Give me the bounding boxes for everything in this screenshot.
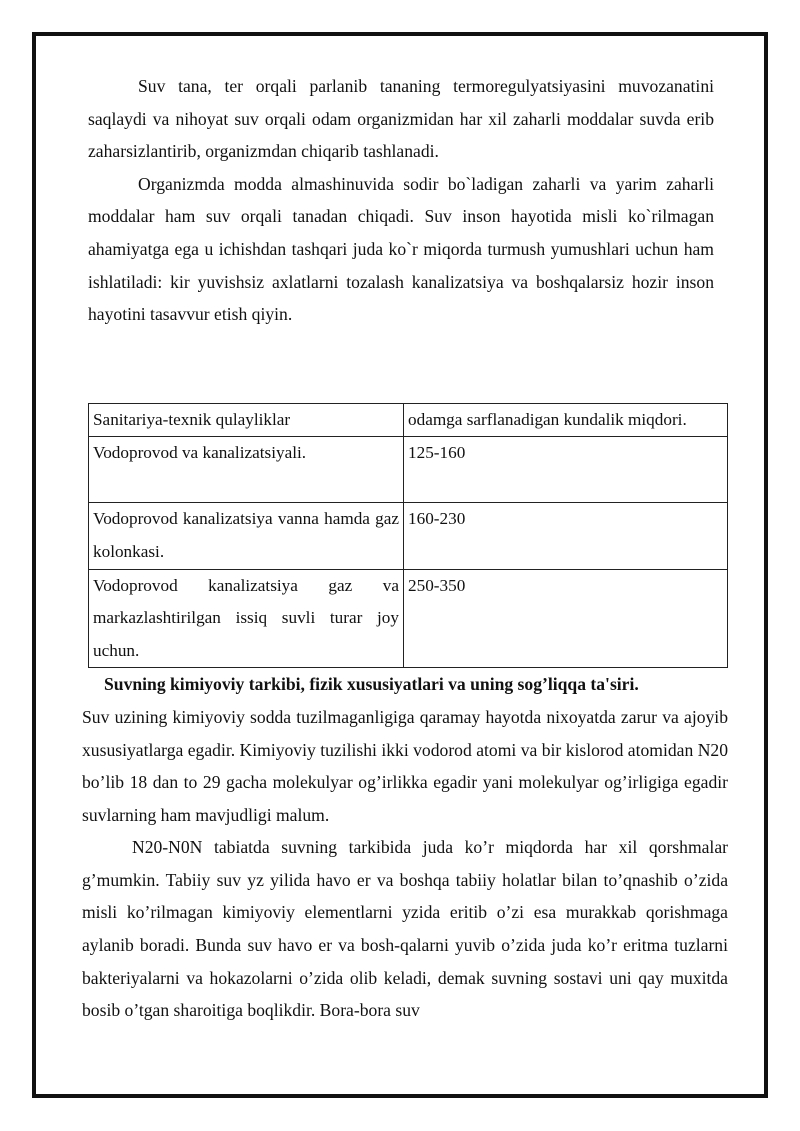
table-cell: 250-350 bbox=[404, 569, 728, 668]
table-cell: Vodoprovod kanalizatsiya vanna hamda gaz kolonkasi. bbox=[89, 503, 404, 569]
table-header-cell: odamga sarflanadigan kundalik miqdori. bbox=[404, 403, 728, 437]
spacer bbox=[88, 331, 714, 403]
table-header-row bbox=[89, 403, 728, 437]
table-row bbox=[89, 437, 728, 503]
table-row bbox=[89, 569, 728, 668]
table-cell: Vodoprovod va kanalizatsiyali. bbox=[89, 437, 404, 503]
paragraph: Organizmda modda almashinuvida sodir bo`ladigan zaharli va yarim zaharli moddalar ham suv orqali tanadan chiqadi. Suv inson hayotida misli ko`rilmagan ahamiyatga ega u ichishdan tashqari juda ko`r miqorda turmush yumushlari uchun ham ishlatiladi: kir yuvishsiz axlatlarni tozalash kanalizatsiya va boshqalarsiz hozir inson hayotini tasavvur etish qiyin. bbox=[88, 173, 714, 325]
paragraph: Suv uzining kimiyoviy sodda tuzilmaganligiga qaramay hayotda nixoyatda zarur va ajoyib xususiyatlarga egadir. Kimiyoviy tuzilishi ikki vodorod atomi va bir kislorod atomidan N20 bo’lib 18 dan to 29 gacha molekulyar og’irlikka egadir yani molekulyar og’irligiga egadir suvlarning ham mavjudligi malum. bbox=[82, 706, 728, 825]
table-cell: Vodoprovod kanalizatsiya gaz va markazlashtirilgan issiq suvli turar joy uchun. bbox=[89, 569, 404, 668]
water-consumption-table bbox=[88, 403, 728, 669]
paragraph: N20-N0N tabiatda suvning tarkibida juda ko’r miqdorda har xil qorshmalar g’mumkin. Tabiiy suv yz yilida havo er va boshqa tabiiy holatlar bilan to’qnashib o’zida misli ko’rilmagan kimiyoviy elementlarni yzida eritib o’zi esa murakkab qorishmaga aylanib boradi. Bunda suv havo er va bosh-qalarni yuvib o’zida juda ko’r eritma tuzlarni bakteriyalarni va hokazolarni o’zida olib keladi, demak suvning sostavi uni qay muxitda bosib o’tgan sharoitiga boqlikdir. Bora-bora suv bbox=[82, 837, 728, 1021]
table-header-cell: Sanitariya-texnik qulayliklar bbox=[89, 403, 404, 437]
table-cell: 160-230 bbox=[404, 503, 728, 569]
document-body bbox=[82, 70, 728, 1027]
table-cell: 125-160 bbox=[404, 437, 728, 503]
section-heading: Suvning kimiyoviy tarkibi, fizik xususiyatlari va uning sog’liqqa ta'siri. bbox=[104, 674, 639, 695]
table-row bbox=[89, 503, 728, 569]
section-body bbox=[82, 668, 728, 1027]
paragraph: Suv tana, ter orqali parlanib tananing termoregulyatsiyasini muvozanatini saqlaydi va nihoyat suv orqali odam organizmidan har xil zaharli moddalar suvda erib zaharsizlantirib, organizmdan chiqarib tashlanadi. bbox=[88, 76, 714, 162]
